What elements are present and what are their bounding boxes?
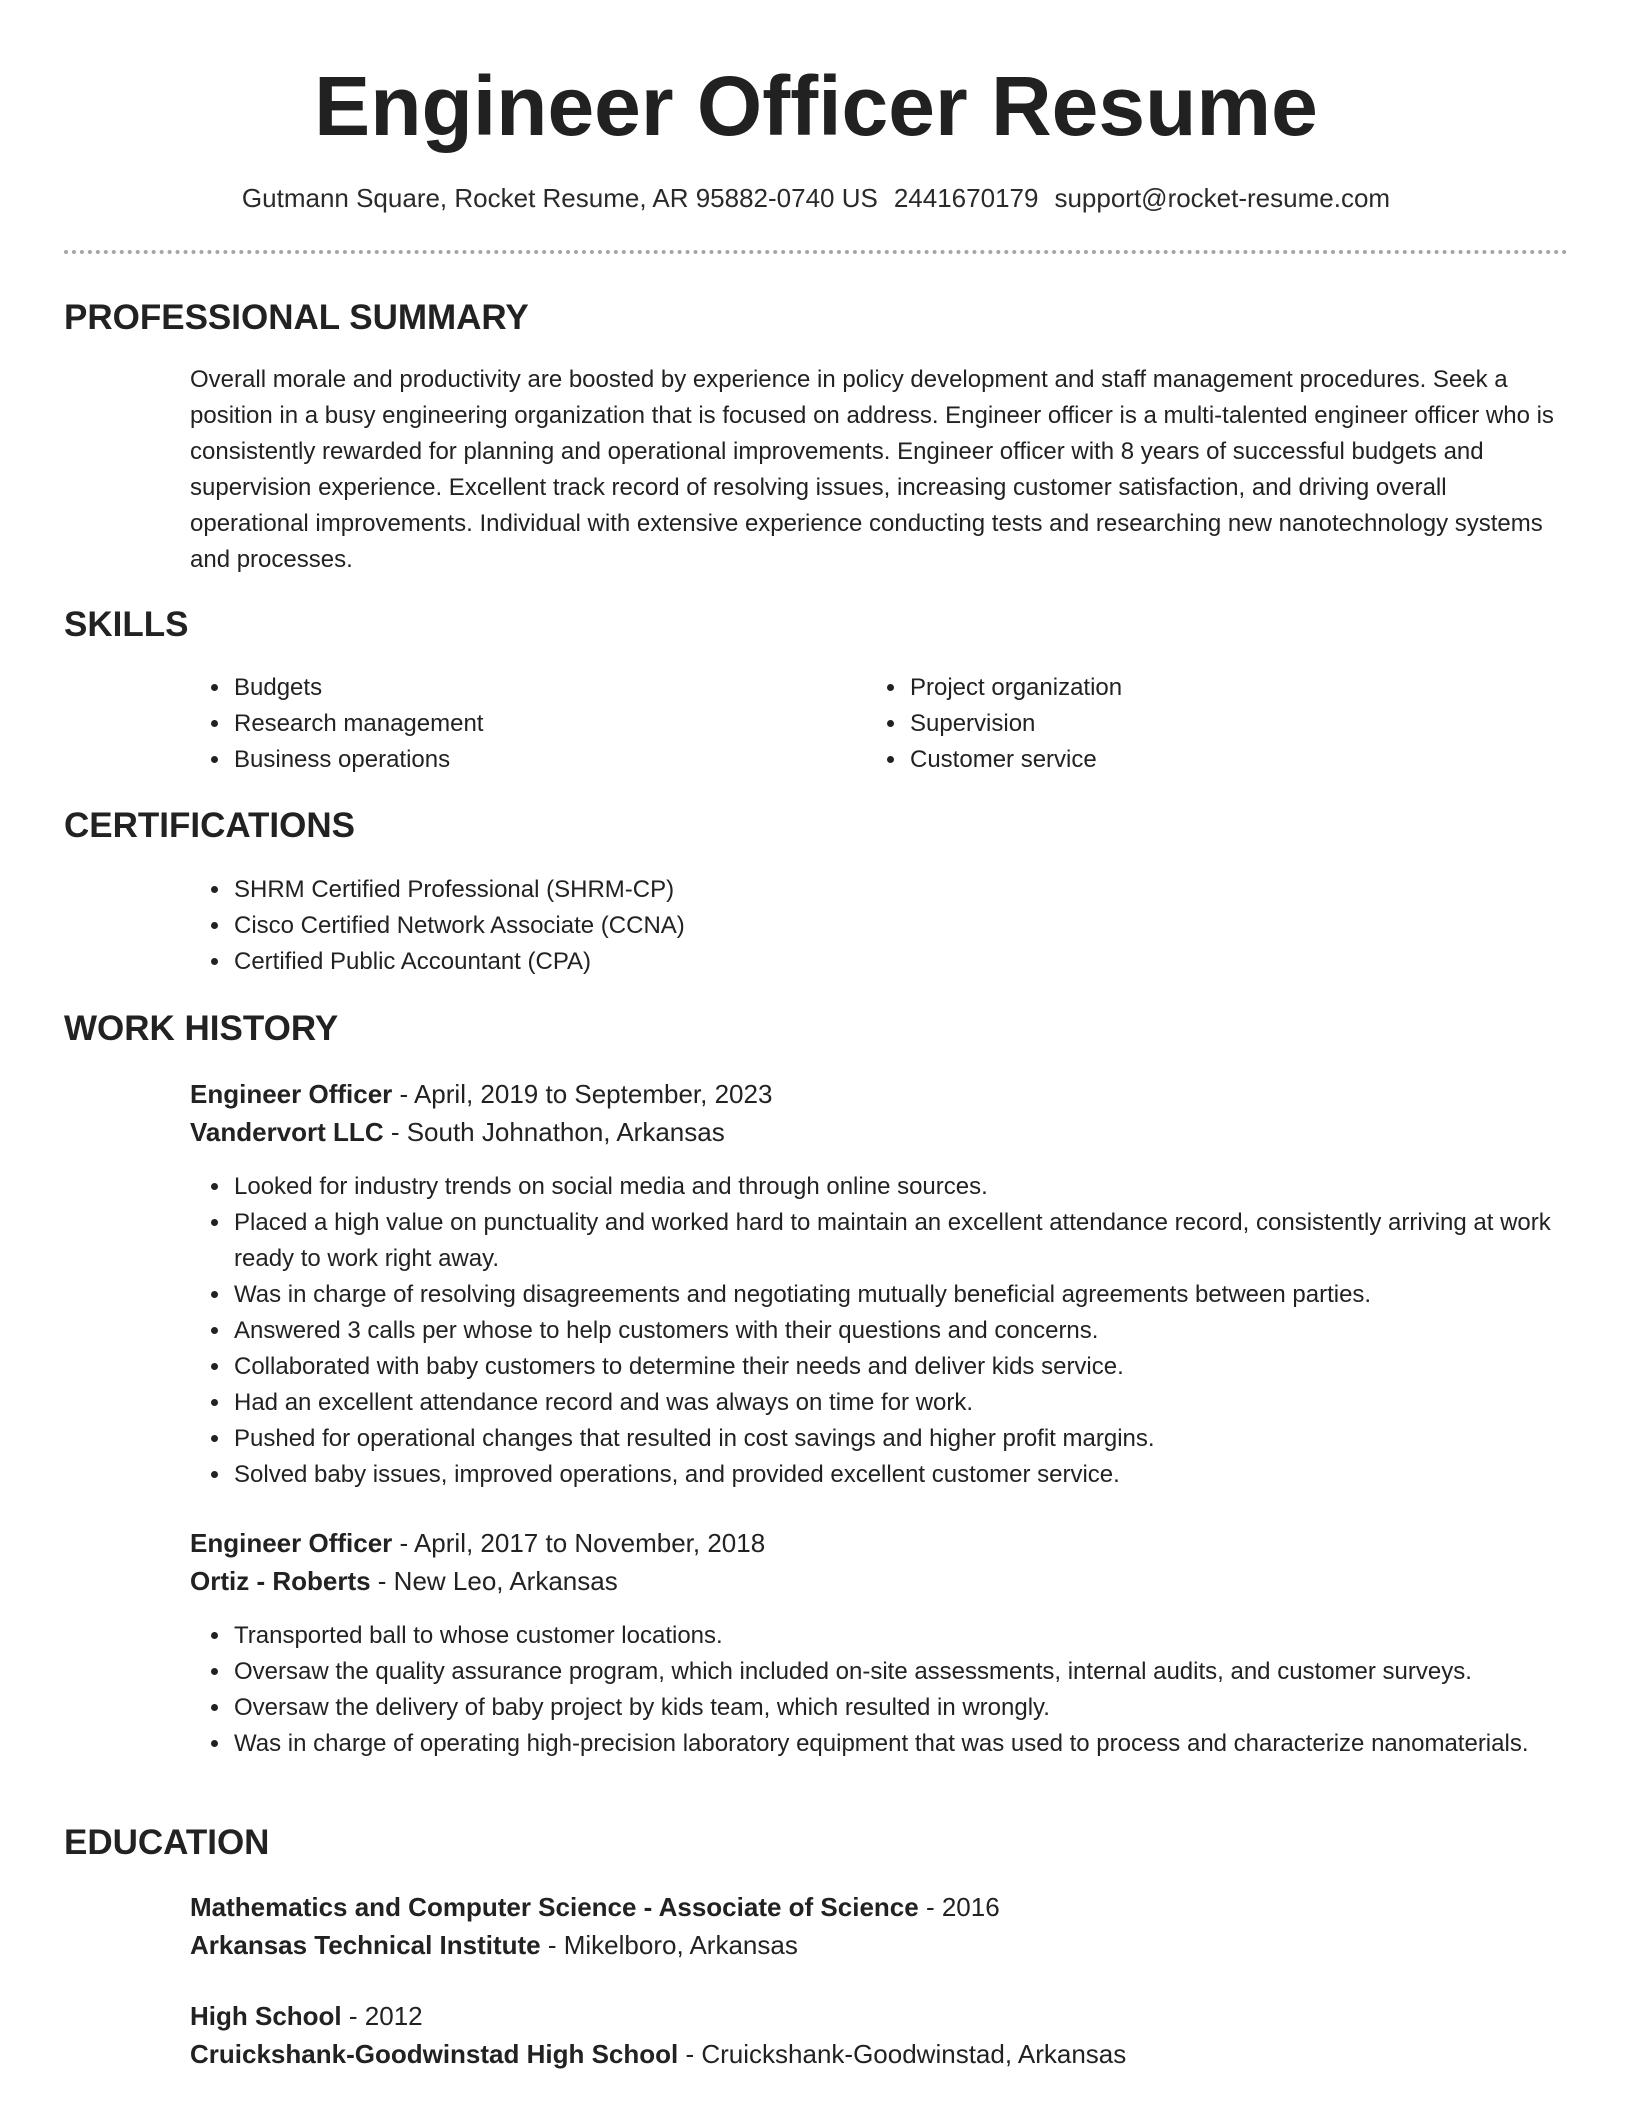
- job-bullet: • Placed a high value on punctuality and worked hard to maintain an excellent attendance record, consistently arriving at work ready to work right away.: [232, 1205, 1590, 1277]
- skills-list-left: [190, 670, 832, 778]
- job-company: Vandervort LLC: [190, 1117, 384, 1147]
- job-company: Ortiz - Roberts: [190, 1566, 371, 1596]
- education-year: - 2016: [918, 1892, 1000, 1922]
- education-degree: Mathematics and Computer Science - Associate of Science: [190, 1892, 919, 1922]
- job-bullets: [190, 1618, 1590, 1762]
- skill-item: • Project organization: [908, 670, 1508, 706]
- education-degree-line: [190, 1997, 423, 2035]
- job-bullet: • Oversaw the delivery of baby project by kids team, which resulted in wrongly.: [232, 1690, 1590, 1726]
- job-company-line: [190, 1113, 725, 1151]
- job-title-line: [190, 1075, 772, 1113]
- job-bullet: • Collaborated with baby customers to determine their needs and deliver kids service.: [232, 1349, 1590, 1385]
- job-location: - New Leo, Arkansas: [370, 1566, 618, 1596]
- contact-phone: 2441670179: [893, 183, 1039, 213]
- section-heading-skills: SKILLS: [64, 605, 189, 644]
- skill-item: • Supervision: [908, 706, 1508, 742]
- contact-email[interactable]: support@rocket-resume.com: [1054, 183, 1391, 213]
- resume-title: Engineer Officer Resume: [314, 59, 1318, 153]
- skills-list-right: [866, 670, 1508, 778]
- job-bullet: • Pushed for operational changes that resulted in cost savings and higher profit margins.: [232, 1421, 1590, 1457]
- education-location: - Cruickshank-Goodwinstad, Arkansas: [678, 2039, 1127, 2069]
- skill-item: • Budgets: [232, 670, 832, 706]
- job-bullet: • Looked for industry trends on social media and through online sources.: [232, 1169, 1590, 1205]
- skill-item: • Business operations: [232, 742, 832, 778]
- job-bullets: [190, 1169, 1590, 1493]
- certification-item: • Certified Public Accountant (CPA): [232, 944, 1532, 980]
- section-heading-education: EDUCATION: [64, 1823, 270, 1862]
- section-heading-work-history: WORK HISTORY: [64, 1009, 339, 1048]
- skill-item: • Research management: [232, 706, 832, 742]
- skill-item: • Customer service: [908, 742, 1508, 778]
- education-school: Arkansas Technical Institute: [190, 1930, 541, 1960]
- summary-text: Overall morale and productivity are boosted by experience in policy development and staff management procedures. Seek a position in a busy engineering organization that is focused on address. Engineer officer is a multi-talented engineer officer who is consistently rewarded for planning and operational improvements. Engineer officer with 8 years of successful budgets and supervision experience. Excellent track record of resolving issues, increasing customer satisfaction, and driving overall operational improvements. Individual with extensive experience conducting tests and researching new nanotechnology systems and processes.: [190, 366, 1554, 573]
- header-divider: [64, 250, 1568, 254]
- education-school-line: [190, 1926, 798, 1964]
- contact-line: [0, 180, 1632, 216]
- job-bullet: • Oversaw the quality assurance program, which included on-site assessments, internal audits, and customer surveys.: [232, 1654, 1590, 1690]
- job-bullet: • Transported ball to whose customer locations.: [232, 1618, 1590, 1654]
- education-school: Cruickshank-Goodwinstad High School: [190, 2039, 679, 2069]
- contact-address: Gutmann Square, Rocket Resume, AR 95882-0740 US: [241, 183, 878, 213]
- education-degree-line: [190, 1888, 1000, 1926]
- certifications-list: [190, 872, 1532, 980]
- job-dates: - April, 2019 to September, 2023: [392, 1079, 773, 1109]
- job-title: Engineer Officer: [190, 1079, 393, 1109]
- section-heading-certifications: CERTIFICATIONS: [64, 806, 356, 845]
- certification-item: • SHRM Certified Professional (SHRM-CP): [232, 872, 1532, 908]
- education-location: - Mikelboro, Arkansas: [540, 1930, 798, 1960]
- job-dates: - April, 2017 to November, 2018: [392, 1528, 766, 1558]
- education-year: - 2012: [341, 2001, 423, 2031]
- section-heading-summary: PROFESSIONAL SUMMARY: [64, 298, 529, 337]
- education-degree: High School: [190, 2001, 342, 2031]
- job-company-line: [190, 1562, 618, 1600]
- job-bullet: • Answered 3 calls per whose to help customers with their questions and concerns.: [232, 1313, 1590, 1349]
- job-bullet: • Solved baby issues, improved operations, and provided excellent customer service.: [232, 1457, 1590, 1493]
- job-title: Engineer Officer: [190, 1528, 393, 1558]
- job-location: - South Johnathon, Arkansas: [383, 1117, 725, 1147]
- job-bullet: • Was in charge of resolving disagreements and negotiating mutually beneficial agreements between parties.: [232, 1277, 1590, 1313]
- job-bullet: • Had an excellent attendance record and was always on time for work.: [232, 1385, 1590, 1421]
- job-title-line: [190, 1524, 765, 1562]
- certification-item: • Cisco Certified Network Associate (CCNA): [232, 908, 1532, 944]
- job-bullet: • Was in charge of operating high-precision laboratory equipment that was used to process and characterize nanomaterials.: [232, 1726, 1590, 1762]
- education-school-line: [190, 2035, 1126, 2073]
